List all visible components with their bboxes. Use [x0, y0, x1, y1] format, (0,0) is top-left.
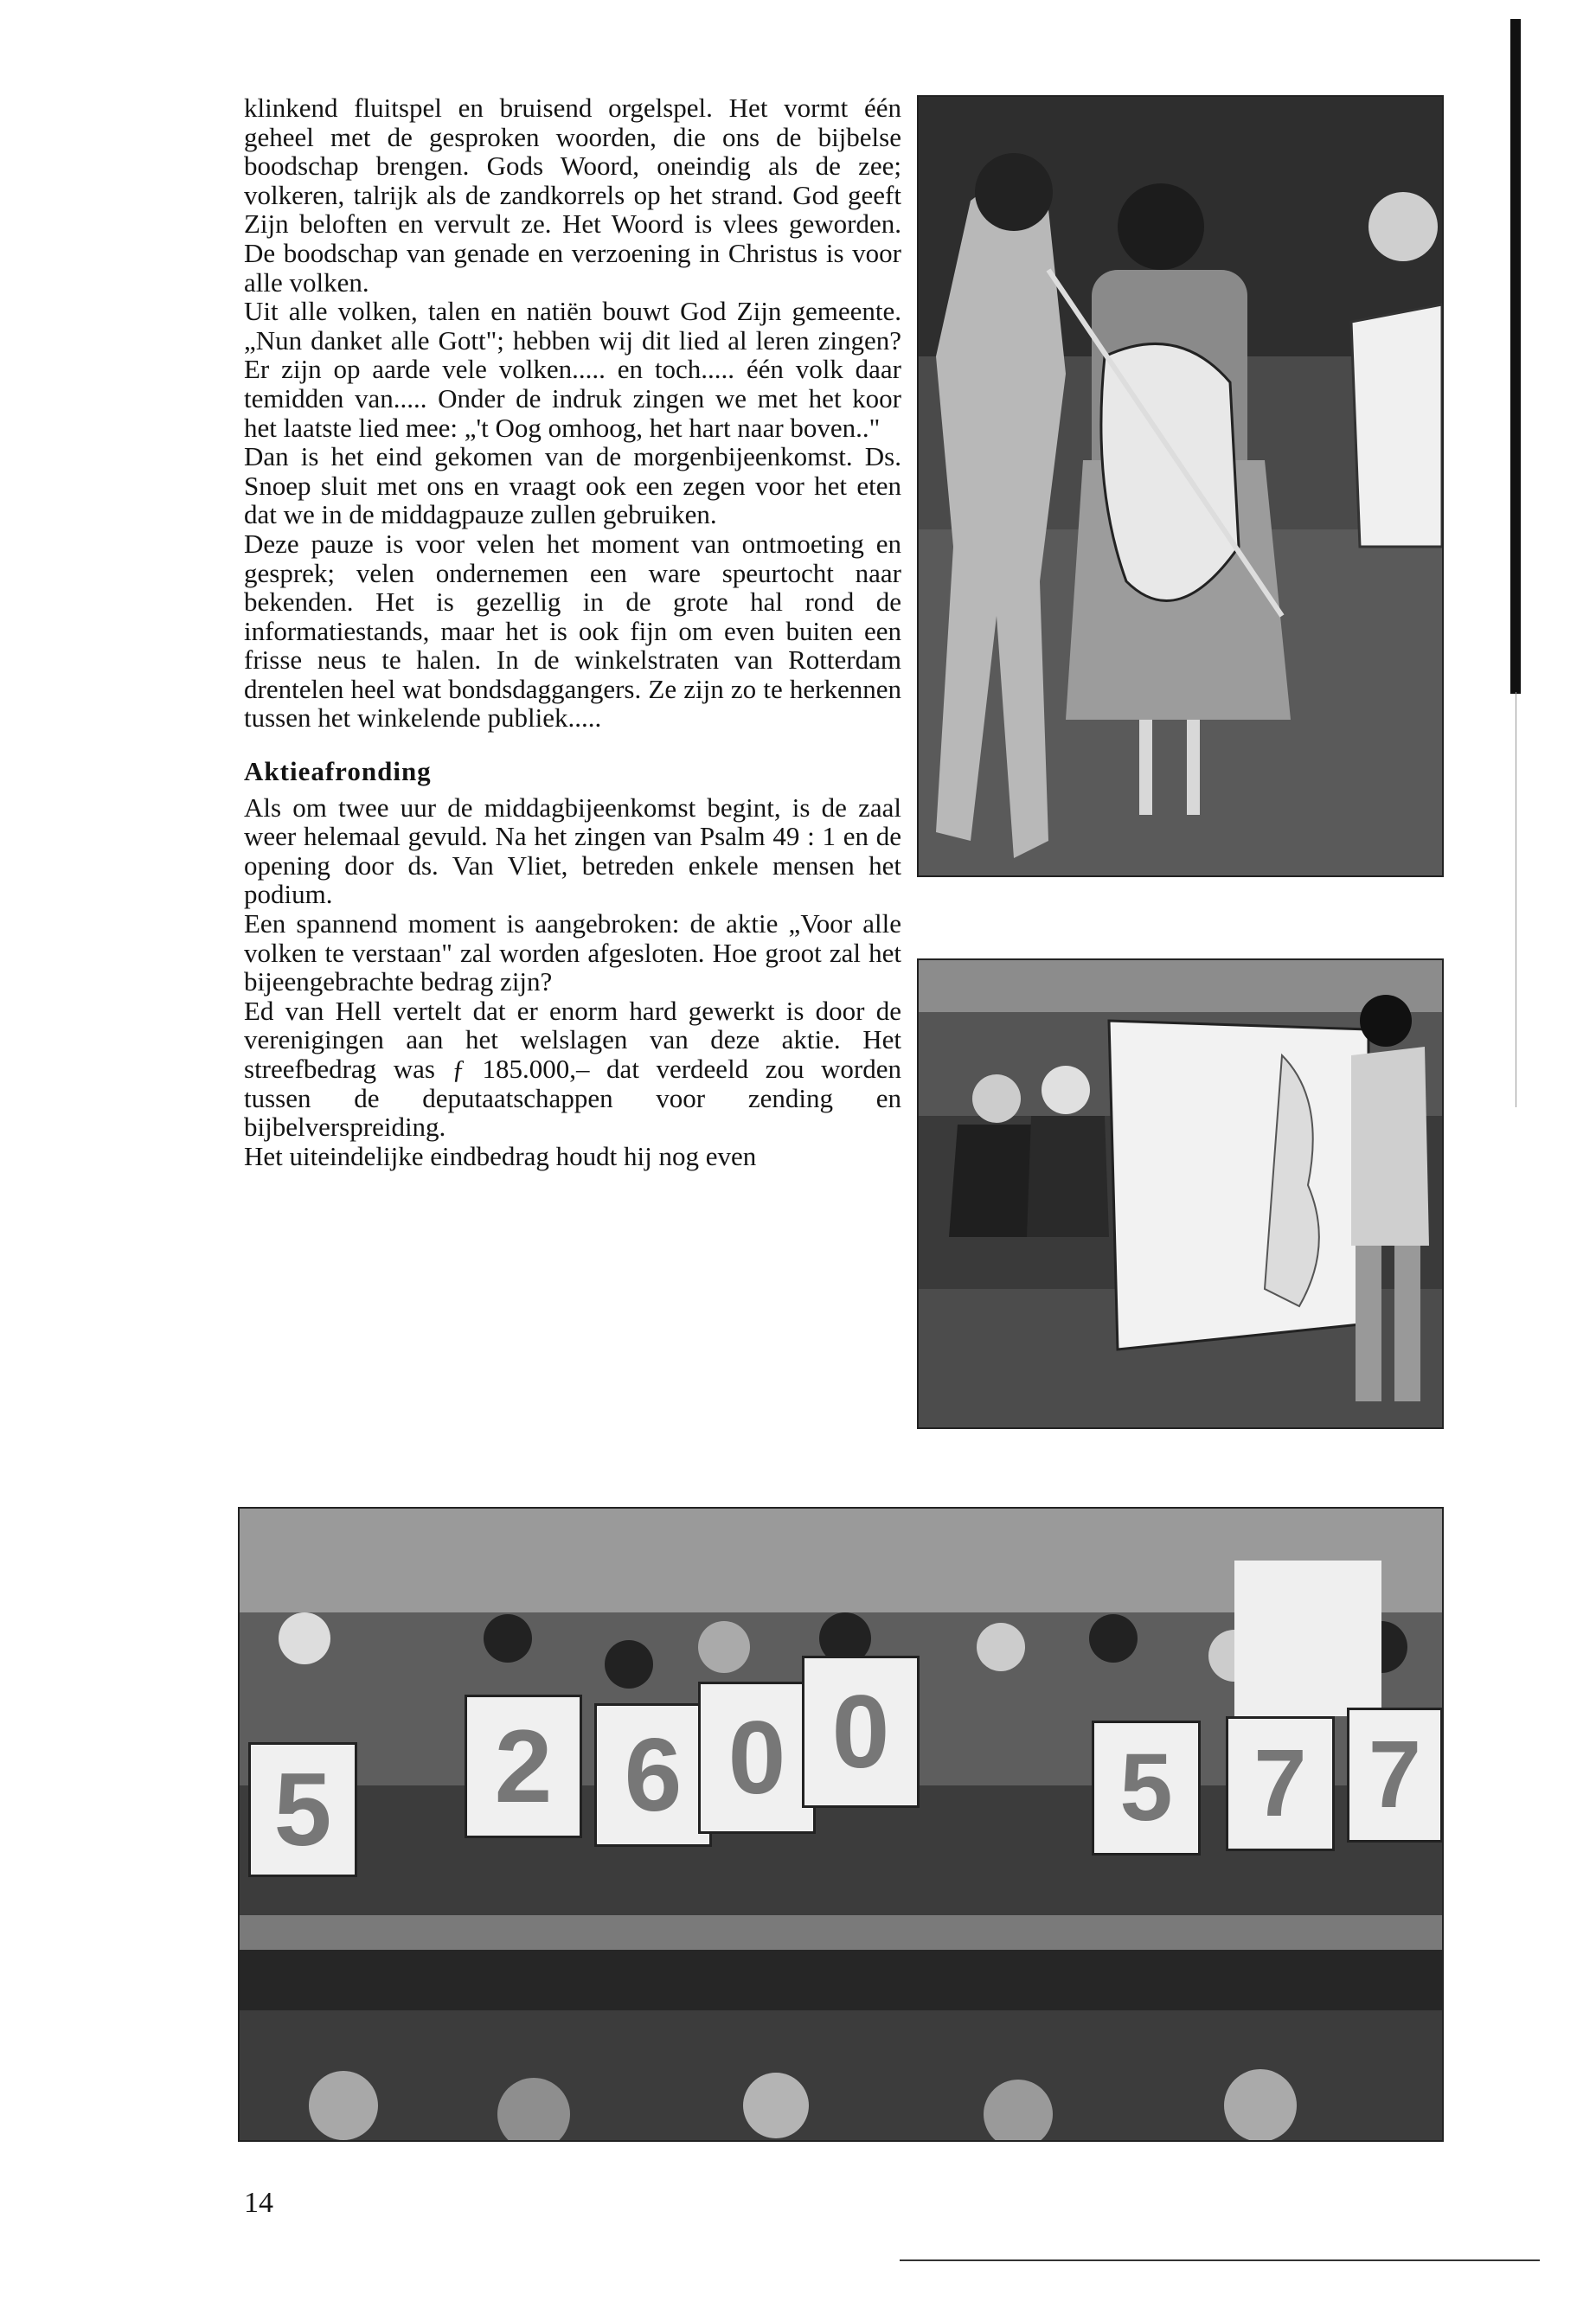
photo-mid-drawing: [919, 960, 1442, 1427]
photo-top-drawing: [919, 97, 1442, 875]
photo-number-cards-stage: [238, 1507, 1444, 2142]
number-card-5: 0: [802, 1656, 920, 1808]
number-card-7: 7: [1226, 1716, 1335, 1851]
page-edge-bar: [1510, 19, 1521, 694]
number-card-8: 7: [1347, 1708, 1443, 1843]
section-paragraph-3: Ed van Hell vertelt dat er enorm hard gewerkt is door de verenigingen aan het welslagen van deze aktie. Het streefbedrag was ƒ 185.000,– dat verdeeld zou worden tussen de deputaatschappen voor zending en bijbelverspreiding.: [244, 995, 901, 1143]
number-card-3: 6: [594, 1703, 712, 1847]
footer-rule: [900, 2259, 1540, 2261]
photo-map-painting: [917, 958, 1444, 1429]
section-paragraph-4: Het uiteindelijke eindbedrag houdt hij nog even: [244, 1140, 757, 1171]
number-cards-row: [240, 1509, 1442, 2140]
number-card-4: 0: [698, 1682, 816, 1834]
number-card-1: 5: [248, 1742, 357, 1877]
section-paragraph-1: Als om twee uur de middagbijeenkomst begint, is de zaal weer helemaal gevuld. Na het zingen van Psalm 49 : 1 en de opening door ds. Van Vliet, betreden enkele mensen het podium.: [244, 792, 901, 910]
section-paragraph-2: Een spannend moment is aangebroken: de aktie „Voor alle volken te verstaan" zal worden afgesloten. Hoe groot zal het bijeengebrachte bedrag zijn?: [244, 908, 901, 997]
number-card-6: 5: [1092, 1721, 1201, 1856]
paragraph-1: klinkend fluitspel en bruisend orgelspel. Het vormt één geheel met de gesproken woorden, die ons de bijbelse boodschap brengen. Gods Woord, oneindig als de zee; volkeren, talrijk als de zandkorrels op het strand. God geeft Zijn beloften en vervult ze. Het Woord is vlees geworden. De boodschap van genade en verzoening in Christus is voor alle volken.: [244, 93, 901, 298]
number-card-2: 2: [465, 1695, 582, 1838]
page-number: 14: [244, 2187, 273, 2219]
section-heading: Aktieafronding: [244, 756, 432, 787]
paragraph-4: Deze pauze is voor velen het moment van ontmoeting en gesprek; velen ondernemen een ware speurtocht naar bekenden. Het is gezellig in de grote hal rond de informatiestands, maar het is ook fijn om even buiten een frisse neus te halen. In de winkelstraten van Rotterdam drentelen heel wat bondsdaggangers. Ze zijn zo te herkennen tussen het winkelende publiek.....: [244, 528, 901, 734]
article-column: [244, 93, 901, 1170]
paragraph-2: Uit alle volken, talen en natiën bouwt God Zijn gemeente. „Nun danket alle Gott"; hebben wij dit lied al leren zingen? Er zijn op aarde vele volken..... en toch..... één volk daar temidden van..... Onder de indruk zingen we met het koor het laatste lied mee: „'t Oog omhoog, het hart naar boven..": [244, 296, 901, 443]
photo-microphone-interview: [917, 95, 1444, 877]
paragraph-3: Dan is het eind gekomen van de morgenbijeenkomst. Ds. Snoep sluit met ons en vraagt ook een zegen voor het eten dat we in de middagpauze zullen gebruiken.: [244, 441, 901, 530]
